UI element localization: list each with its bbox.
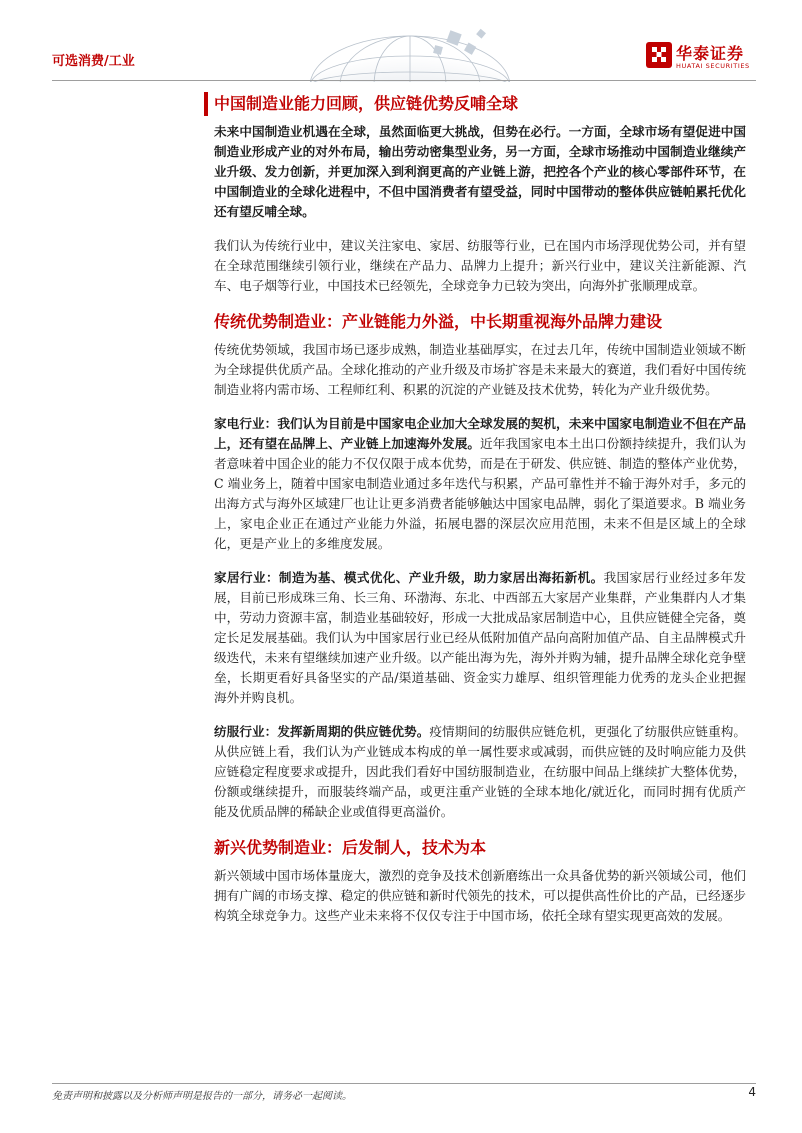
paragraph: 新兴领域中国市场体量庞大，激烈的竞争及技术创新磨练出一众具备优势的新兴领域公司，他们拥有广阔的市场支撑、稳定的供应链和新时代领先的技术，可以提供高性价比的产品，已经逐步构筑全球竞争力。这些产业未来将不仅仅专注于中国市场，依托全球有望实现更高效的发展。	[214, 868, 746, 923]
paragraph-lead: 纺服行业：发挥新周期的供应链优势。	[214, 724, 430, 739]
section-title-emerging: 新兴优势制造业：后发制人，技术为本	[214, 838, 487, 857]
globe-graphic-icon	[300, 22, 520, 82]
paragraph-text: 我国家居行业经过多年发展，目前已形成珠三角、长三角、环渤海、东北、中西部五大家居产业集群，产业集群内人才集中，劳动力资源丰富，制造业基础较好，形成一大批成品家居制造中心，且供应链健全完备，奠定长足发展基础。我们认为中国家居行业已经从低附加值产品向高附加值产品、自主品牌模式升级迭代，未来有望继续加速产业升级。以产能出海为先，海外并购为辅，提升品牌全球化竞争壁垒，长期更看好具备坚实的产品/渠道基础、资金实力雄厚、组织管理能力优秀的龙头企业把握海外并购良机。	[214, 570, 747, 705]
paragraph: 传统优势领域，我国市场已逐步成熟，制造业基础厚实，在过去几年，传统中国制造业领域不断为全球提供优质产品。全球化推动的产业升级及市场扩容是未来最大的赛道，我们看好中国传统制造业将内需市场、工程师红利、积累的沉淀的产业链及技术优势，转化为产业升级优势。	[214, 342, 746, 397]
report-category: 可选消费/工业	[52, 54, 135, 69]
huatai-logo-icon	[646, 42, 672, 68]
paragraph-textile	[214, 722, 746, 822]
paragraph-lead: 家居行业：制造为基、模式优化、产业升级，助力家居出海拓新机。	[214, 570, 604, 585]
report-body	[214, 92, 746, 940]
footer-disclaimer: 免责声明和披露以及分析师声明是报告的一部分，请务必一起阅读。	[52, 1091, 352, 1102]
paragraph-lead: 家电行业：我们认为目前是中国家电企业加大全球发展的契机，未来中国家电制造业不但在产品上，还有望在品牌上、产业链上加速海外发展。	[214, 416, 746, 451]
huatai-logo	[646, 40, 756, 76]
section-title-traditional: 传统优势制造业：产业链能力外溢，中长期重视海外品牌力建设	[214, 312, 663, 331]
paragraph: 我们认为传统行业中，建议关注家电、家居、纺服等行业，已在国内市场浮现优势公司，并有望在全球范围继续引领行业，继续在产品力、品牌力上提升；新兴行业中，建议关注新能源、汽车、电子烟等行业，中国技术已经领先，全球竞争力已较为突出，向海外扩张顺理成章。	[214, 238, 746, 293]
paragraph-appliances	[214, 414, 746, 554]
logo-name-cn: 华泰证券	[676, 44, 745, 63]
paragraph-furniture	[214, 568, 746, 708]
logo-name-en: HUATAI SECURITIES	[676, 62, 750, 70]
footer-divider	[52, 1083, 756, 1084]
header-divider	[52, 80, 756, 81]
section-title-global: 中国制造业能力回顾，供应链优势反哺全球	[204, 92, 746, 116]
section-summary: 未来中国制造业机遇在全球，虽然面临更大挑战，但势在必行。一方面，全球市场有望促进中国制造业形成产业的对外布局，输出劳动密集型业务，另一方面，全球市场推动中国制造业继续产业升级、发力创新，并更加深入到利润更高的产业链上游，把控各个产业的核心零部件环节，在中国制造业的全球化进程中，不但中国消费者有望受益，同时中国带动的整体供应链帕累托优化还有望反哺全球。	[214, 124, 746, 219]
paragraph-text: 近年我国家电本土出口份额持续提升，我们认为者意味着中国企业的能力不仅仅限于成本优势，而是在于研发、供应链、制造的整体产业优势，C 端业务上，随着中国家电制造业通过多年迭代与积累，产品可靠性并不输于海外对手，多元的出海方式与海外区域建厂也让让更多消费者能够触达中国家电品牌，弱化了渠道要求。B 端业务上，家电企业正在通过产业能力外溢，拓展电器的深层次应用范围，未来不但是区域上的全球化，更是产业上的多维度发展。	[214, 436, 747, 551]
page-number: 4	[748, 1085, 756, 1099]
paragraph-text: 疫情期间的纺服供应链危机，更强化了纺服供应链重构。从供应链上看，我们认为产业链成本构成的单一属性要求或减弱，而供应链的及时响应能力及供应链稳定程度要求或提升，因此我们看好中国纺服制造业，在纺服中间品上继续扩大整体优势，份额或继续提升，而服装终端产品，或更注重产业链的全球本地化/就近化，而同时拥有优质产能及优质品牌的稀缺企业或值得更高溢价。	[214, 724, 747, 819]
